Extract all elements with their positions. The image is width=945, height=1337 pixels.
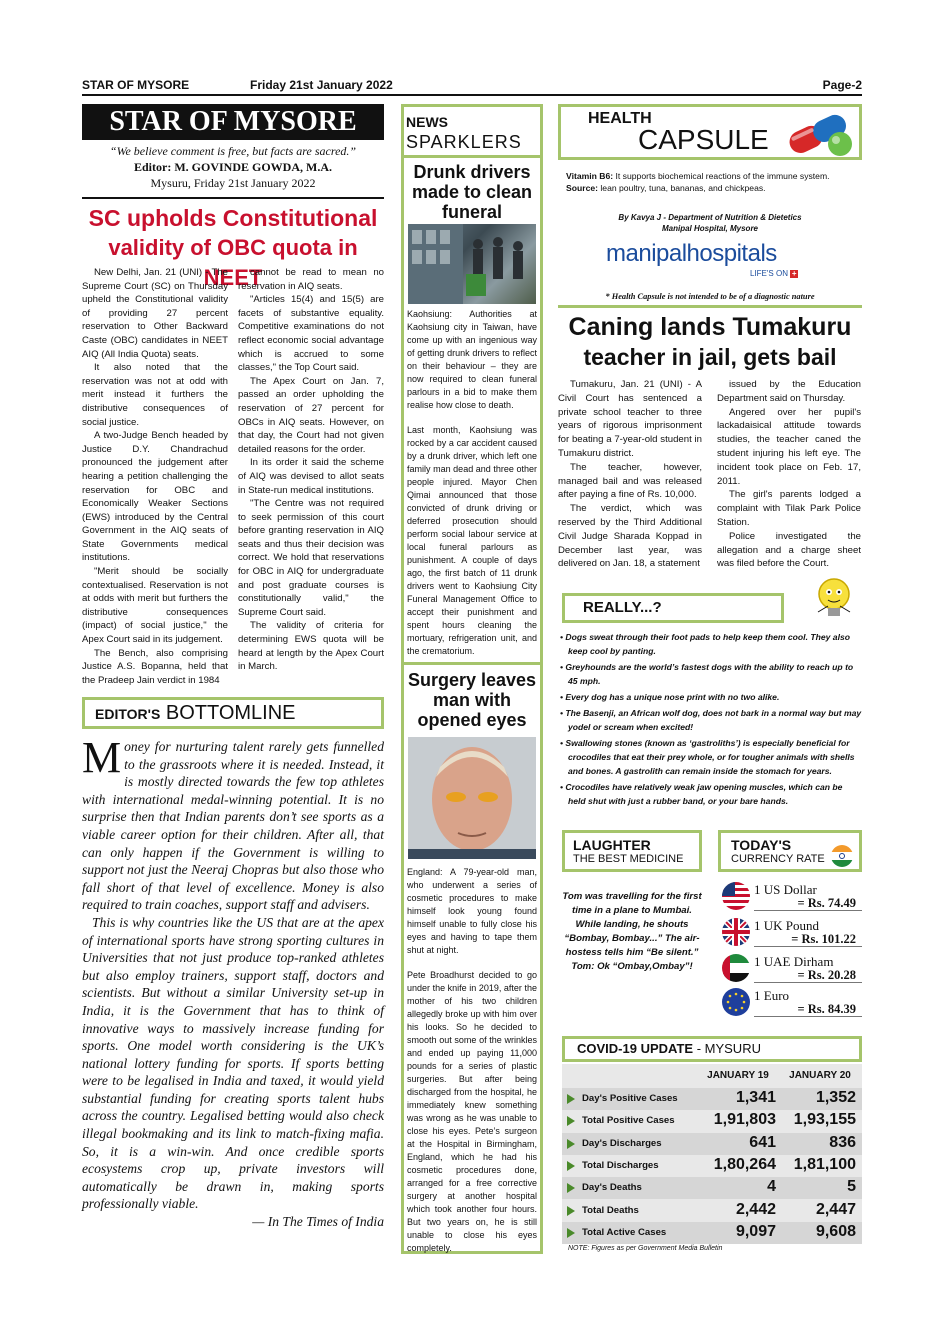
covid-row (562, 1110, 862, 1132)
divider (401, 155, 543, 158)
manipal-tagline (750, 269, 798, 278)
lightbulb-icon (812, 574, 858, 626)
really-label: REALLY...? (562, 593, 784, 623)
uk-flag-icon (722, 918, 750, 946)
bullet-icon: • (560, 738, 566, 748)
paragraph: The girl's parents lodged a complaint with Tilak Park Police Station. (717, 489, 861, 528)
currency-name: 1 US Dollar (754, 882, 817, 897)
paragraph: The verdict, which was reserved by the Third Additional Civil Judge Sharada Koppad in December last year, was delivered on Jan. 18, a statement (558, 503, 702, 570)
fact-item (558, 660, 862, 688)
covid-row-label: Total Active Cases (582, 1226, 667, 1238)
arrow-icon (567, 1139, 575, 1149)
fact-text: Dogs sweat through their foot pads to help keep them cool. They also keep cool by panting. (565, 632, 850, 656)
issue-date: Friday 21st January 2022 (250, 78, 393, 92)
divider (754, 982, 862, 983)
arrow-icon (567, 1183, 575, 1193)
paragraph: cannot be read to mean no reservation in AIQ seats. (238, 267, 384, 292)
currency-row-gbp (720, 916, 862, 948)
covid-row (562, 1133, 862, 1155)
fact-item (558, 690, 862, 704)
covid-value-jan20: 836 (829, 1133, 856, 1151)
source-label: Source: (566, 183, 598, 193)
eu-flag-icon (722, 988, 750, 1016)
story1-body (407, 308, 537, 670)
story2-title: Surgery leaves man with opened eyes (407, 670, 537, 730)
covid-value-jan20: 1,81,100 (793, 1155, 856, 1173)
editor-line: Editor: M. GOVINDE GOWDA, M.A. (134, 160, 332, 174)
lead-headline-line1: SC upholds Constitutional (88, 205, 378, 231)
fact-item (558, 780, 862, 808)
fact-text: The Basenji, an African wolf dog, does not bark in a normal way but may yodel or scream when excited! (565, 708, 862, 732)
covid-value-jan20: 9,608 (815, 1222, 856, 1240)
currency-value: = Rs. 74.49 (797, 896, 856, 910)
covid-value-jan19: 1,341 (735, 1089, 776, 1106)
us-flag-icon (722, 882, 750, 910)
covid-row-label: Total Deaths (582, 1204, 639, 1216)
covid-col-header-2: JANUARY 20 (789, 1070, 851, 1081)
editorial-credit: — In The Times of India (252, 1214, 384, 1230)
uae-flag-icon (722, 954, 750, 982)
man-photo (408, 737, 536, 859)
page-number: Page-2 (822, 78, 862, 92)
lead-col-2 (238, 266, 384, 674)
caning-headline-2: teacher in jail, gets bail (583, 344, 837, 370)
bullet-icon: • (560, 708, 566, 718)
editorial-label-rest: BOTTOMLINE (165, 702, 296, 724)
paragraph: The Bench, also comprising Justice A.S. Bopanna, held that the Pradeep Jain verdict in 1984 (82, 647, 228, 686)
editorial-label (82, 697, 384, 729)
paragraph: "Articles 15(4) and 15(5) are facets of substantive equality. Competitive examinations do not reflect economic social advantage which is accrued to some classes," the Top Court said. (238, 294, 384, 374)
story2-body (407, 866, 537, 1267)
drop-cap: M (82, 733, 122, 782)
currency-row-usd (720, 880, 862, 912)
currency-label-1: TODAY'S (731, 837, 792, 853)
joke (562, 890, 702, 974)
motto: “We believe comment is free, but facts are sacred.” (109, 144, 357, 158)
paragraph: The validity of criteria for determining EWS quota will be heard at length by the Apex Court in March. (238, 620, 384, 673)
sparklers-label-1: NEWS (406, 114, 448, 130)
bullet-icon: • (560, 692, 566, 702)
india-flag-icon (830, 844, 854, 868)
covid-row (562, 1177, 862, 1199)
arrow-icon (567, 1161, 575, 1171)
covid-row-label: Day's Positive Cases (582, 1093, 678, 1104)
story2-p1: England: A 79-year-old man, who underwent a series of cosmetic procedures to make himself look young found himself unable to fully close his eyes and having to tape them shut at night. (407, 867, 537, 955)
sparklers-label-2: SPARKLERS (406, 132, 522, 152)
covid-value-jan19: 4 (767, 1178, 776, 1196)
manipal-logo: manipalhospitals (606, 240, 777, 267)
laughter-label-1: LAUGHTER (573, 837, 651, 853)
divider (754, 946, 862, 947)
paragraph: It also noted that the reservation was not at odd with merit instead it furthers the distributive consequences of social justice. (82, 362, 228, 428)
paragraph: The teacher, however, managed bail and was released after paying a fine of Rs. 10,000. (558, 461, 702, 501)
fact-item (558, 630, 862, 658)
arrow-icon (567, 1094, 575, 1104)
paragraph: The Apex Court on Jan. 7, passed an order upholding the reservation of 27 percent for OBCs in AIQ seats. However, on that day, the Court had not given detailed reasons for the order. (238, 375, 384, 455)
divider (754, 910, 862, 911)
currency-name: 1 Euro (754, 988, 790, 1003)
covid-value-jan20: 1,93,155 (793, 1111, 856, 1129)
fact-text: Swallowing stones (known as ‘gastroliths’) is especially beneficial for crocodiles that eat their prey whole, or for tougher animals with shells and bones. A gastrolith can remain inside the stomach for years. (565, 738, 855, 776)
covid-value-jan19: 1,80,264 (713, 1155, 776, 1173)
story1-title: Drunk drivers made to clean funeral (411, 162, 533, 222)
caning-headline (558, 312, 862, 372)
bullet-icon: • (560, 782, 566, 792)
currency-name: 1 UAE Dirham (754, 954, 834, 969)
covid-row-label: Day's Discharges (582, 1137, 662, 1149)
paragraph: Tumakuru, Jan. 21 (UNI) - A Civil Court has sentenced a private school teacher to three years of rigorous imprisonment for beating a 7-year-old student in Tumakuru district. (558, 379, 702, 459)
paragraph: Police investigated the allegation and a charge sheet was filed before the Court. (717, 530, 861, 570)
byline-2: Manipal Hospital, Mysore (661, 224, 759, 233)
covid-note: NOTE: Figures as per Government Media Bulletin (568, 1245, 723, 1252)
story1-p2: Last month, Kaohsiung was rocked by a car accident caused by a drunk driver, which left one family man dead and three other people injured. Mayor Chen Qimai announced that those convicted of drunk driving or deferred prosecution should perform social labour service at local funeral parlours as punishment. A couple of days ago, the first batch of 11 drunk drivers went to Kaohsiung City Funeral Management Office to accept their punishment and spent hours cleaning the mortuary, refrigeration unit, and the crematorium. (407, 425, 537, 656)
byline-1: By Kavya J - Department of Nutrition & Dietetics (618, 213, 802, 222)
facts-list (558, 630, 862, 810)
covid-row-label: Day's Deaths (582, 1182, 642, 1194)
covid-value-jan19: 1,91,803 (713, 1111, 776, 1129)
currency-value: = Rs. 20.28 (797, 968, 856, 982)
joke-line-3: Tom: Ok “Ombay,Ombay”! (571, 961, 693, 972)
paper-name: STAR OF MYSORE (82, 78, 190, 92)
health-byline (558, 212, 862, 234)
story1-p1: Kaohsiung: Authorities at Kaohsiung city in Taiwan, have come up with an ingenious way of getting drunk drivers to reflect on their behaviour – they are now required to clean funeral parlours in a bid to make them realise how close to death. (407, 309, 537, 410)
arrow-icon (567, 1116, 575, 1126)
paragraph: "The Centre was not required to seek permission of this court before granting reservation in AIQ seats and thus their decision was correct. We hold that reservations for OBC in AIQ for undergraduate and post graduate courses is constitutionally valid," the Supreme Court said. (238, 498, 384, 618)
paragraph: "Merit should be socially contextualised. Reservation is not at odds with merit but furthers the distributive consequences (impact) of social justice," the Apex Court said in its judgement. (82, 566, 228, 646)
paragraph: In its order it said the scheme of AIQ was devised to allot seats in State-run medical institutions. (238, 457, 384, 496)
portrait-art (408, 737, 536, 859)
health-label-1: HEALTH (588, 110, 652, 127)
story2-p2: Pete Broadhurst decided to go under the knife in 2019, after the mother of his two children allegedly broke up with him over his looks. So he decided to smooth out some of the wrinkles and ended up paying 11,000 pounds for a series of plastic surgeries. But after being discharged from the hospital, he immediately knew something was wrong as he was unable to close his eyes. Pete’s surgeon at the Hospital in Birmingham, England, which he had his cosmetic procedures done, arranged for a free corrective surgery at another hospital which took another four hours. But two years on, he is still unable to close his eyes completely. (407, 970, 537, 1253)
photo-art (408, 224, 536, 304)
editorial-label-bold: EDITOR'S (95, 706, 161, 722)
funeral-parlour-photo (408, 224, 536, 304)
covid-label-rest: - MYSURU (696, 1041, 761, 1056)
fact-item (558, 736, 862, 778)
arrow-icon (567, 1206, 575, 1216)
bullet-icon: • (560, 662, 566, 672)
covid-row-label: Total Positive Cases (582, 1115, 675, 1127)
covid-value-jan19: 9,097 (735, 1222, 776, 1240)
joke-line-1: Tom was travelling for the first time in a plane to Mumbai. (562, 891, 702, 916)
arrow-icon (567, 1228, 575, 1238)
covid-row-label: Total Discharges (582, 1159, 659, 1171)
currency-row-eur (720, 986, 862, 1018)
covid-label (562, 1036, 862, 1062)
covid-table (562, 1064, 862, 1244)
fact-text: Every dog has a unique nose print with no two alike. (565, 692, 780, 702)
lead-col-1 (82, 266, 228, 687)
page-header (82, 76, 862, 96)
editorial-p2: This is why countries like the US that are at the apex of international sports have strong sporting cultures in Universities that not just produce top-ranked athletes but also employ trainers, support staff, doctors and scientists. But without a similar University set-up in India, it is the Government that has to think of innovative ways to massively increase funding for sports. One model worth considering is the UK’s national lottery funding for sports. If sports betting were to be legalised in India and taxed, it would yield substantial funding for creating sports talent hubs across the country. Legalised betting would also check illegal bookmaking and its link to match-fixing mafia. So, it is a win-win. And once credible sports ecosystems crop up, private investors will automatically be drawn in, making sports professionally viable. (82, 914, 384, 1212)
plus-icon: + (791, 269, 797, 278)
currency-name: 1 UK Pound (754, 918, 820, 933)
fact-text: Greyhounds are the world’s fastest dogs with the ability to reach up to 45 mph. (565, 662, 854, 686)
fact-item (558, 706, 862, 734)
lead-headline-line2: validity of OBC quota in NEET (108, 235, 358, 290)
divider (754, 1016, 862, 1017)
covid-row (562, 1200, 862, 1222)
covid-label-bold: COVID-19 UPDATE (577, 1041, 694, 1056)
covid-value-jan20: 1,352 (815, 1089, 856, 1106)
health-note: * Health Capsule is not intended to be of a diagnostic nature (605, 292, 815, 301)
covid-row (562, 1088, 862, 1110)
bullet-icon: • (560, 632, 566, 642)
joke-line-2: While landing, he shouts “Bombay, Bombay...” The air-hostess tells him “Be silent.” (564, 919, 700, 958)
vitamin-label: Vitamin B6: (566, 171, 614, 181)
covid-value-jan20: 2,447 (815, 1200, 856, 1218)
currency-label-2: CURRENCY RATE (731, 853, 825, 865)
covid-row (562, 1155, 862, 1177)
paragraph: Angered over her pupil's lackadaisical attitude towards studies, the teacher caned the student injuring his left eye. The incident took place on Feb. 17, 2011. (717, 406, 861, 487)
covid-row (562, 1222, 862, 1244)
covid-col-header-1: JANUARY 19 (707, 1070, 769, 1081)
paragraph: A two-Judge Bench headed by Justice D.Y. Chandrachud pronounced the judgement after hearing a petition challenging the reservation for OBC and Economically Weaker Sections (EWS) introduced by the Central Government in the AIQ seats of State Governments medical institutions. (82, 430, 228, 564)
vitamin-info (566, 170, 856, 194)
currency-value: = Rs. 101.22 (791, 932, 856, 946)
caning-headline-1: Caning lands Tumakuru (568, 313, 852, 341)
editorial-p1: oney for nurturing talent rarely gets funnelled to the grassroots where it is needed. Instead, it is mostly directed towards the few top athletes with international medal-winning potential. It is no surprise then that Indian parents don’t see sports as a viable career option for their children. After all, that can only happen if the Government is willing to support not just the Neeraj Chopras but also those who fall short of that level of excellence. Money is also required to train coaches, support staff and advisers. (82, 739, 384, 913)
divider (558, 305, 862, 308)
paragraph: issued by the Education Department said on Thursday. (717, 379, 861, 404)
vitamin-text: It supports biochemical reactions of the immune system. (615, 171, 830, 181)
editorial-body (82, 733, 384, 1231)
laughter-label-box (562, 830, 702, 872)
paragraph: New Delhi, Jan. 21 (UNI) - The Supreme Court (SC) on Thursday upheld the Constitutional validity of providing 27 percent reservation to Other Backward Caste (OBC) candidates in NEET AIQ (All India Quota) seats. (82, 267, 228, 360)
source-text: lean poultry, tuna, bananas, and chickpeas. (600, 183, 766, 193)
laughter-label-2: THE BEST MEDICINE (573, 853, 684, 865)
covid-value-jan19: 641 (749, 1133, 776, 1151)
covid-value-jan19: 2,442 (735, 1200, 776, 1218)
capsule-icon (780, 110, 862, 158)
masthead-title: STAR OF MYSORE (82, 104, 384, 140)
tagline-text: LIFE'S ON (750, 269, 788, 278)
caning-col-1 (558, 378, 702, 571)
health-label-2: CAPSULE (638, 124, 769, 155)
currency-row-aed (720, 952, 862, 984)
divider (82, 197, 384, 199)
caning-col-2 (717, 378, 861, 571)
dateline: Mysuru, Friday 21st January 2022 (150, 176, 316, 190)
covid-value-jan20: 5 (847, 1178, 856, 1196)
fact-text: Crocodiles have relatively weak jaw opening muscles, which can be held shut with just a rubber band, or your bare hands. (565, 782, 843, 806)
divider (401, 662, 543, 665)
masthead-info (82, 143, 384, 191)
currency-value: = Rs. 84.39 (797, 1002, 856, 1016)
